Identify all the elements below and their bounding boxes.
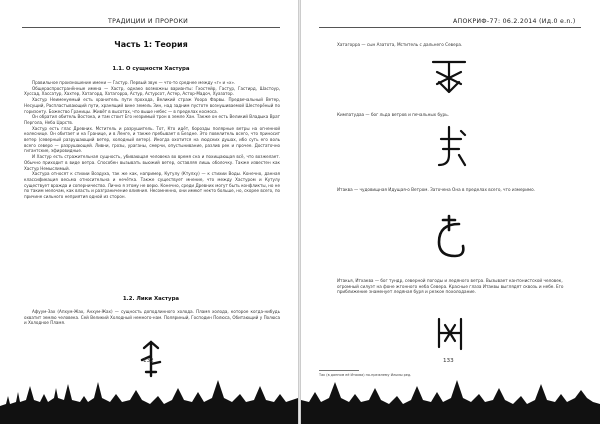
paragraph: Хастура относят к стихии Воздуха, так же как, например, Кутулу (Ктулху) — к стихии Воды. Конечно, данная классификация весьма относительна и нечётка. Также существует мнение, что между Хастуром и Кутулу существует вражда и соперничество. Лично я этому не верю. Конечно, среди Древних могут быть конфликты, но не по таким мелочам, как власть и разграничение влияния. Несомненно, они имеют некто больше, но, скорее всего, по причине сильного неприятия одной из сторон. xyxy=(24,171,280,200)
section-body xyxy=(24,309,280,326)
hatagorra-sigil-icon xyxy=(429,56,469,98)
left-running-header: ТРАДИЦИИ И ПРОРОКИ xyxy=(108,18,189,25)
footnote-rule xyxy=(319,370,359,371)
entry-caption: Итаква — чудовищная Идущая-о Ветром. Заточена Она в пределах всего, что измеримо. xyxy=(337,187,535,192)
header-rule xyxy=(319,27,581,28)
paragraph: Афуум-Зах (Апхум-Жах, Анхум-Жах) — сущность доподлинного холода. Пламя холода, которое когда-нибудь охватит землю человека. Сей Великий Холодный немного-нам. Поляриный, Господин Полюса, Обитающий у Полюса и Холодное Пламя. xyxy=(24,309,280,326)
right-running-header: АПОКРИФ-77: 06.2.2014 (Ид.0 e.n.) xyxy=(453,18,576,25)
paragraph: Правильное произношение имени — Гастур. Первый звук — что-то среднее между «г» и «х». xyxy=(32,80,236,85)
ithaqua-second-sigil-icon xyxy=(431,315,469,353)
section-title: 1.2. Лики Хастура xyxy=(122,296,180,302)
left-page xyxy=(0,0,298,424)
entry-caption: Хатагорра — сын Азатота, Мститель с дальнего Севера. xyxy=(337,42,463,47)
paragraph: Хастур Неименуемый есть хранитель пути прохода, Великий страж Уоора Фарвы. Предвечальный Ветер, Несущий, Распластывающий пути, хранящий вине земель Зин, над задним пустоте вознушиваемой Шестерёный по горизонту. Божество Границы. Живёт в высотах, что выше небес — в пределах космоса. xyxy=(24,97,280,114)
ithaqua-sigil-icon xyxy=(429,212,471,262)
paragraph: Хастур есть глас Древних. Мститель и разрушитель. Тот, Кто идёт, борозды полярные ветры на огненной колеснице. Он обитает и на Границе, и в Ленге, и также пребывает в Бездне. Это повелитель всего, что приносит ветер (северный разрушающий ветер, холодный ветер). Иногда охотится на людских душах, ибо суть его воль всего северо — разрушающей. Ливни, грозы, ураганы, смерчи, опустынивание, разлив рек и прочее. Достаточно гигантские, эфировидные. xyxy=(24,125,280,154)
entry-caption: Итакья, Итхаква — бог тундр, северной погоды и ледяного ветра. Вызывает кантонистской человек, огромный силуэт на фоне жгонного неба Севера. Красные глаза Итаквы выглядят сквозь и небе. Его приближение знаменует ледяная буря и резкое похолодание. xyxy=(337,278,564,295)
kimpatudaa-sigil-icon xyxy=(431,125,471,171)
header-rule xyxy=(22,27,280,28)
footnote: Так (в данном её Итаква) по-прежнему Ильмы ред. xyxy=(319,373,412,377)
section-title: 1.1. О сущности Хастура xyxy=(112,66,190,72)
city-skyline-decoration xyxy=(301,374,600,424)
section-body xyxy=(24,80,280,200)
page-number: 132 xyxy=(143,358,154,364)
right-page xyxy=(301,0,600,424)
city-skyline-decoration xyxy=(0,374,298,424)
paragraph: И Хастур есть стражительная сущность, убивающая человека во время сна и похищающая всё, что возжелает. Обычно приходит в виде ветра. Способен вызывать вьюжий ветер, оставляя лишь оболочку. Также известен как Хастур Немыслимый. xyxy=(24,154,280,171)
part-title: Часть 1: Теория xyxy=(114,40,188,49)
paragraph: Он обратил обитель Востока, и там стоит Его незримый трон в земле Хан. Также он есть Великий Владыка Врат Пергола, Неба Царств. xyxy=(24,114,280,125)
entry-caption: Кимпатудаа — бог льда ветров и печальных бурь. xyxy=(337,112,449,117)
paragraph: Общераспространённые имена — Хастр, однако возможны варианты: Гхостейр, Гастур, Гастирд, Шастоур, Хуссад, Хассатур, Хахтер, Хатагорд, Хатагорра, Астур, Астурсот, Астер, Астор-Мадоч, Хуазатор. xyxy=(24,85,280,97)
page-number: 133 xyxy=(443,358,454,364)
